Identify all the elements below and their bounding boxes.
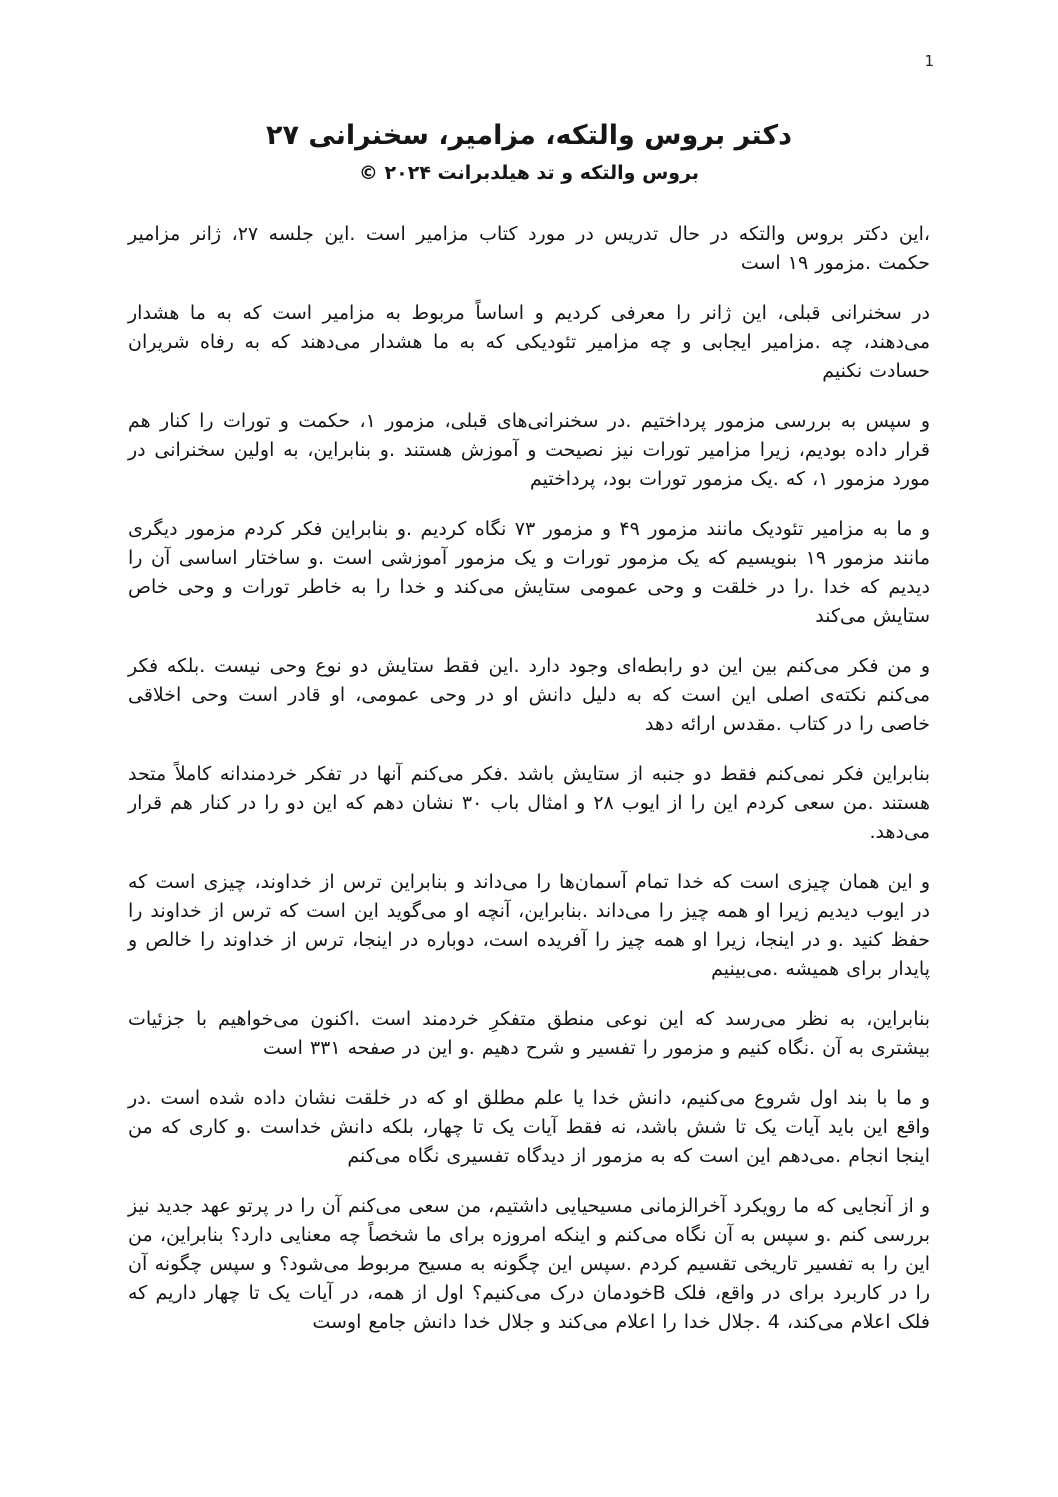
document-body — [128, 220, 930, 1337]
document-subtitle: بروس والتکه و تد هیلدبرانت ۲۰۲۴ © — [358, 162, 700, 185]
paragraph: بنابراین فکر نمی‌کنم فقط دو جنبه از ستایش باشد .فکر می‌کنم آنها در تفکر خردمندانه کاملاً متحد هستند .من سعی کردم این را از ایوب ۲۸ و امثال باب ۳۰ نشان دهم که این دو را در کنار هم قرار می‌دهد. — [128, 762, 930, 843]
paragraph: و من فکر می‌کنم بین این دو رابطه‌ای وجود دارد .این فقط ستایش دو نوع وحی نیست .بلکه فکر می‌کنم نکته‌ی اصلی این است که به دلیل دانش او در وحی عمومی، او قادر است وحی اخلاقی خاصی را در کتاب .مقدس ارائه دهد — [128, 654, 930, 735]
paragraph: و از آنجایی که ما رویکرد آخرالزمانی مسیحیایی داشتیم، من سعی می‌کنم آن را در پرتو عهد جدید نیز بررسی کنم .و سپس به آن نگاه می‌کنم و اینکه امروزه برای ما شخصاً چه معنایی دارد؟ بنابراین، من این را به تفسیر تاریخی تقسیم کردم .سپس این چگونه به مسیح مربوط می‌شود؟ و سپس چگونه آن را در کاربرد برای در واقع، فلک Bخودمان درک می‌کنیم؟ اول از همه، در آیات یک تا چهار داریم که فلک اعلام می‌کند، 4 .جلال خدا را اعلام می‌کند و جلال خدا دانش جامع اوست — [128, 1194, 930, 1333]
paragraph: و سپس به بررسی مزمور پرداختیم .در سخنرانی‌های قبلی، مزمور ۱، حکمت و تورات را کنار هم قرار داده بودیم، زیرا مزامیر تورات نیز نصیحت و آموزش هستند .و بنابراین، به اولین سخنرانی در مورد مزمور ۱، که .یک مزمور تورات بود، پرداختیم — [128, 409, 930, 490]
page-number: 1 — [924, 52, 934, 70]
paragraph: و ما با بند اول شروع می‌کنیم، دانش خدا یا علم مطلق او که در خلقت نشان داده شده است .در واقع این باید آیات یک تا شش باشد، نه فقط آیات یک تا چهار، بلکه دانش خداست .و کاری که من اینجا انجام .می‌دهم این است که به مزمور از دیدگاه تفسیری نگاه می‌کنم — [128, 1086, 930, 1167]
paragraph: ،این دکتر بروس والتکه در حال تدریس در مورد کتاب مزامیر است .این جلسه ۲۷، ژانر مزامیر حکمت .مزمور ۱۹ است — [128, 222, 930, 274]
paragraph: و ما به مزامیر تئودیک مانند مزمور ۴۹ و مزمور ۷۳ نگاه کردیم .و بنابراین فکر کردم مزمور دیگری مانند مزمور ۱۹ بنویسیم که یک مزمور تورات و یک مزمور آموزشی است .و ساختار اساسی آن را دیدیم که خدا .را در خلقت و وحی عمومی ستایش می‌کند و خدا را به خاطر تورات و وحی خاص ستایش می‌کند — [128, 517, 931, 627]
paragraph: بنابراین، به نظر می‌رسد که این نوعی منطق متفکرِ خردمند است .اکنون می‌خواهیم با جزئیات بیشتری به آن .نگاه کنیم و مزمور را تفسیر و شرح دهیم .و این در صفحه ۳۳۱ است — [128, 1007, 930, 1059]
document-title: دکتر بروس والتکه، مزامیر، سخنرانی ۲۷ — [266, 120, 792, 151]
paragraph: و این همان چیزی است که خدا تمام آسمان‌ها را می‌داند و بنابراین ترس از خداوند، چیزی است که در ایوب دیدیم زیرا او همه چیز را می‌داند .بنابراین، آنچه او می‌گوید این است که ترس از خداوند را حفظ کنید .و در اینجا، زیرا او همه چیز را آفریده است، دوباره در اینجا، ترس از خداوند را خالص و پایدار برای همیشه .می‌بینیم — [128, 870, 930, 980]
paragraph: در سخنرانی قبلی، این ژانر را معرفی کردیم و اساساً مربوط به مزامیر است که به ما هشدار می‌دهند، چه .مزامیر ایجابی و چه مزامیر تئودیکی که به ما هشدار می‌دهند که به رفاه شریران حسادت نکنیم — [128, 301, 930, 382]
